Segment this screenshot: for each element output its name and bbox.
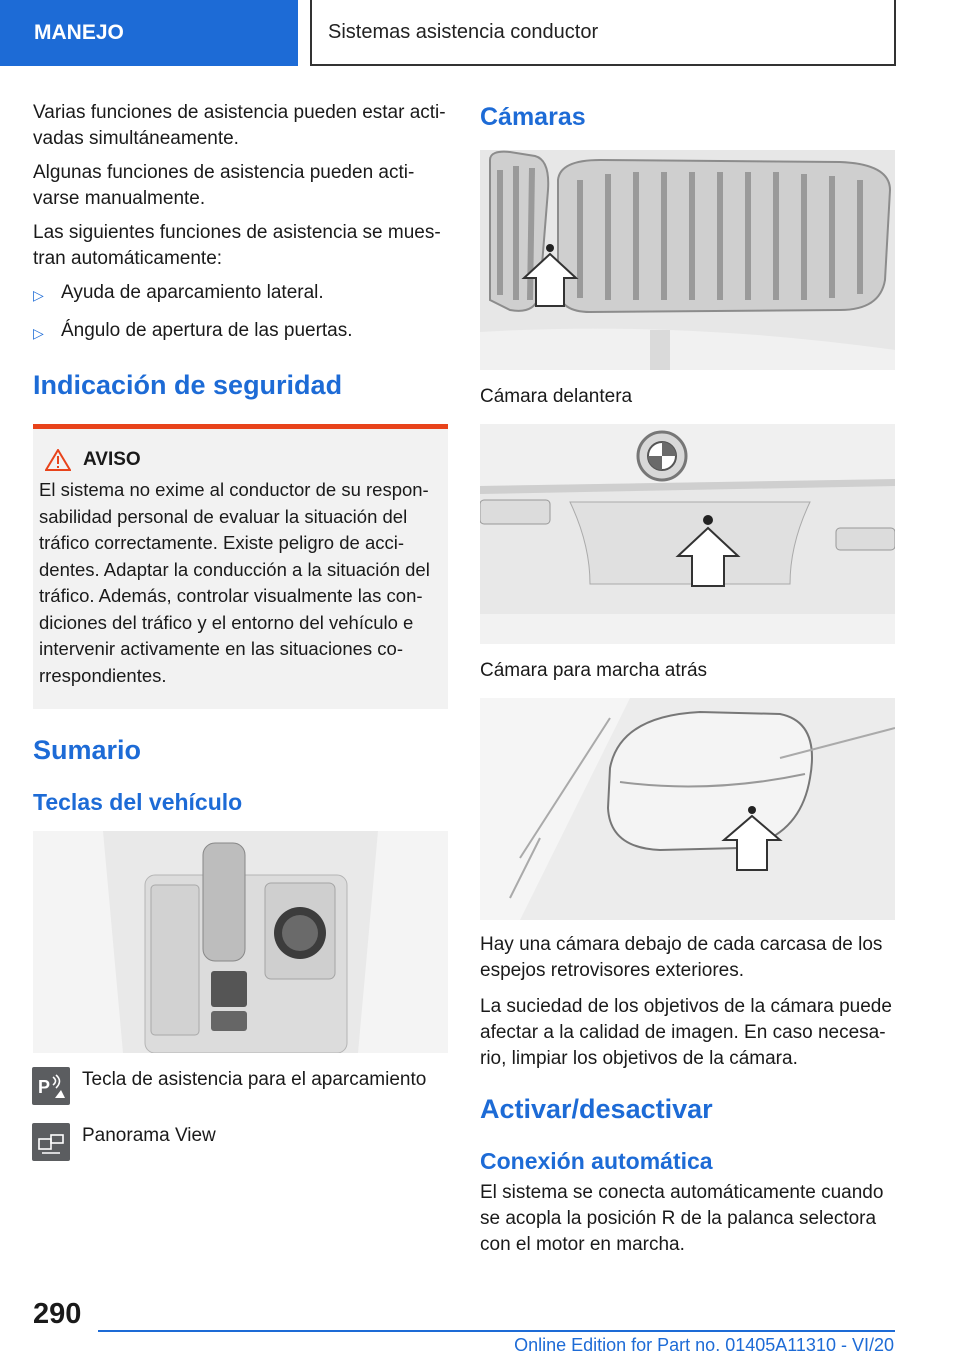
- svg-text:P: P: [38, 1077, 51, 1097]
- list-item: [33, 318, 448, 346]
- cameras-heading: Cámaras: [480, 103, 586, 131]
- key-label: Panorama View: [82, 1125, 216, 1146]
- parking-assist-icon: [32, 1067, 70, 1105]
- front-camera-image: [480, 150, 895, 370]
- right-column: [480, 100, 895, 1266]
- section-title: MANEJO: [34, 21, 124, 44]
- warning-label: AVISO: [83, 449, 141, 470]
- triangle-bullet-icon: ▷: [33, 325, 44, 341]
- triangle-bullet-icon: ▷: [33, 287, 44, 303]
- figure-caption: Cámara delantera: [480, 386, 633, 407]
- key-item: [33, 1123, 448, 1161]
- key-item: [33, 1067, 448, 1105]
- activate-heading: Activar/desactivar: [480, 1094, 713, 1124]
- warning-header: [39, 449, 444, 471]
- summary-heading: Sumario: [33, 735, 142, 765]
- intro-paragraph: Las siguientes funciones de asistencia se mues-tran automáticamente:: [33, 222, 441, 269]
- left-column: [33, 100, 448, 1161]
- list-item-text: Ayuda de aparcamiento lateral.: [61, 282, 324, 303]
- mirror-paragraph: La suciedad de los objetivos de la cámara puede afectar a la calidad de imagen. En caso necesa-rio, limpiar los objetivos de la cámara.: [480, 996, 892, 1069]
- page-number: 290: [33, 1298, 82, 1330]
- intro-paragraph: Varias funciones de asistencia pueden estar acti-vadas simultáneamente.: [33, 102, 446, 149]
- chapter-title: Sistemas asistencia conductor: [328, 20, 599, 43]
- rear-camera-image: [480, 424, 895, 644]
- auto-paragraph: El sistema se conecta automáticamente cuando se acopla la posición R de la palanca selectora con el motor en marcha.: [480, 1182, 884, 1255]
- keys-heading: Teclas del vehículo: [33, 789, 243, 815]
- warning-text: El sistema no exime al conductor de su respon-sabilidad personal de evaluar la situación del tráfico correctamente. Existe peligro de acci-dentes. Adaptar la conducción a la situación del tráfico. Además, controlar visualmente las con-diciones del tráfico y el entorno del vehículo e intervenir activamente en las situaciones co-rrespondientes.: [39, 479, 430, 686]
- mirror-paragraph: Hay una cámara debajo de cada carcasa de los espejos retrovisores exteriores.: [480, 934, 883, 981]
- intro-paragraph: Algunas funciones de asistencia pueden acti-varse manualmente.: [33, 162, 415, 209]
- list-item: [33, 280, 448, 308]
- section-tab: [0, 0, 298, 66]
- warning-box: [33, 424, 448, 709]
- auto-functions-list: [33, 280, 448, 346]
- panorama-view-icon: [32, 1123, 70, 1161]
- footer-edition: Online Edition for Part no. 01405A11310 - VI/20: [514, 1335, 894, 1355]
- chapter-header: [310, 0, 896, 66]
- center-console-image: [33, 831, 448, 1053]
- footer-rule: [98, 1330, 895, 1332]
- figure-caption: Cámara para marcha atrás: [480, 660, 708, 681]
- auto-heading: Conexión automática: [480, 1148, 713, 1174]
- safety-heading: Indicación de seguridad: [33, 370, 343, 400]
- list-item-text: Ángulo de apertura de las puertas.: [61, 320, 353, 341]
- key-label: Tecla de asistencia para el aparcamiento: [82, 1069, 427, 1090]
- mirror-camera-image: [480, 698, 895, 920]
- warning-triangle-icon: [45, 449, 71, 471]
